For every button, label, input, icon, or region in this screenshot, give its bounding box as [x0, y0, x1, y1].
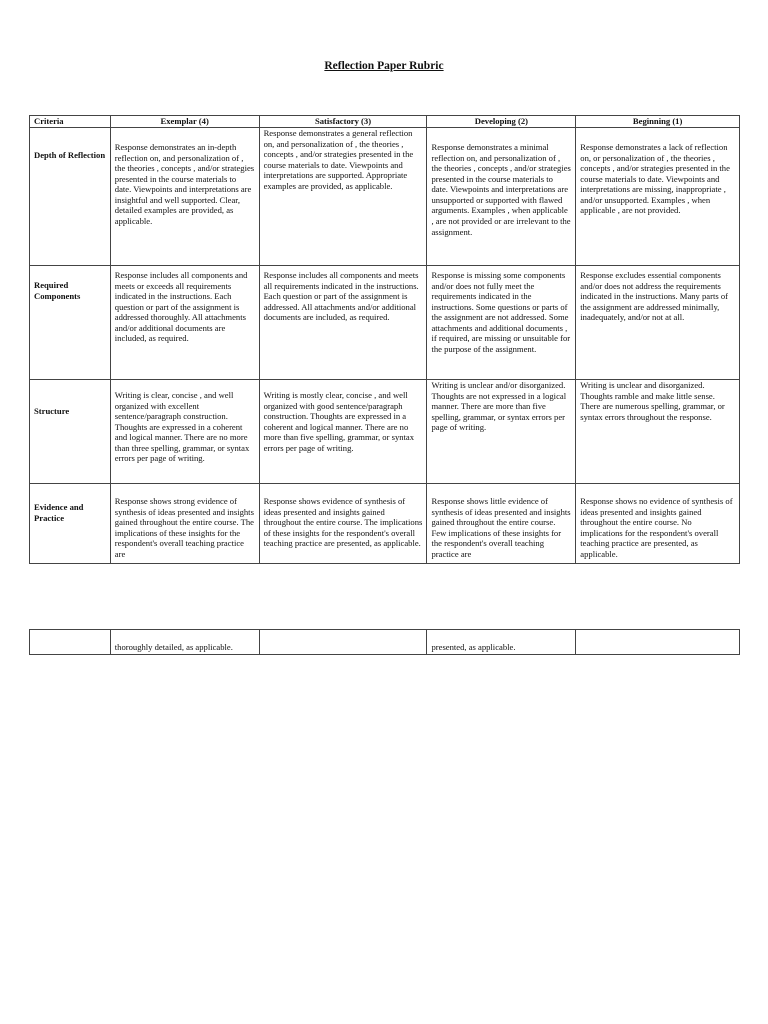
- rubric-cell: presented, as applicable.: [427, 630, 576, 655]
- criteria-cell: Required Components: [30, 266, 111, 380]
- table-row: [30, 380, 740, 484]
- table-row: [30, 266, 740, 380]
- rubric-cell: Response is missing some components and/or does not fully meet the requirements indicated in the instructions. Some questions or parts of the assignment are not addressed. Some attachments and additional documents , if required, are missing or unsuitable for the purpose of the assignment.: [427, 266, 576, 380]
- header-beginning: Beginning (1): [576, 116, 740, 128]
- rubric-cell: Response demonstrates a general reflection on, and personalization of , the theories , concepts , and/or strategies presented in the course materials to date. Viewpoints and interpretations are supported. Appropriate examples are provided, as applicable.: [259, 128, 427, 266]
- header-criteria: Criteria: [30, 116, 111, 128]
- rubric-cell: Writing is unclear and disorganized. Thoughts ramble and make little sense. There are numerous spelling, grammar, or syntax errors throughout the response.: [576, 380, 740, 484]
- table-row: [30, 630, 740, 655]
- rubric-cell: Writing is unclear and/or disorganized. Thoughts are not expressed in a logical manner. There are more than five spelling, grammar, or syntax errors per page of writing.: [427, 380, 576, 484]
- rubric-cell: Response demonstrates an in-depth reflection on, and personalization of , the theories , concepts , and/or strategies presented in the course materials to date. Viewpoints and interpretations are insightful and well supported. Clear, detailed examples are provided, as applicable.: [110, 128, 259, 266]
- header-developing: Developing (2): [427, 116, 576, 128]
- criteria-cell: Structure: [30, 380, 111, 484]
- rubric-cell: Response demonstrates a lack of reflection on, or personalization of , the theories , concepts , and/or strategies presented in the course materials to date. Viewpoints and interpretations are missing, inappropriate , and/or unsupported. Examples , when applicable , are not provided.: [576, 128, 740, 266]
- rubric-cell: Response shows no evidence of synthesis of ideas presented and insights gained throughout the entire course. No implications for the respondent's overall teaching practice are presented, as applicable.: [576, 484, 740, 564]
- rubric-cell: Response shows little evidence of synthesis of ideas presented and insights gained throughout the entire course. Few implications of these insights for the respondent's overall teaching practice are: [427, 484, 576, 564]
- rubric-table: [29, 115, 740, 564]
- header-exemplar: Exemplar (4): [110, 116, 259, 128]
- rubric-cell: [259, 630, 427, 655]
- table-row: [30, 484, 740, 564]
- rubric-cell: thoroughly detailed, as applicable.: [110, 630, 259, 655]
- rubric-cell: Writing is mostly clear, concise , and well organized with good sentence/paragraph construction. Thoughts are expressed in a coherent and logical manner. There are no more than five spelling, grammar, or syntax errors per page of writing.: [259, 380, 427, 484]
- rubric-table-continuation: [29, 629, 740, 655]
- rubric-cell: Response includes all components and meets all requirements indicated in the instructions. Each question or part of the assignment is addressed. All attachments and/or additional documents are included, as required.: [259, 266, 427, 380]
- table-row: [30, 128, 740, 266]
- rubric-cell: [576, 630, 740, 655]
- header-satisfactory: Satisfactory (3): [259, 116, 427, 128]
- rubric-cell: Response includes all components and meets or exceeds all requirements indicated in the instructions. Each question or part of the assignment is addressed thoroughly. All attachments and/or additional documents are included, as required.: [110, 266, 259, 380]
- criteria-cell: Evidence and Practice: [30, 484, 111, 564]
- header-row: [30, 116, 740, 128]
- rubric-cell: [30, 630, 111, 655]
- rubric-cell: Writing is clear, concise , and well organized with excellent sentence/paragraph construction. Thoughts are expressed in a coherent and logical manner. There are no more than three spelling, grammar, or syntax errors per page of writing.: [110, 380, 259, 484]
- rubric-cell: Response shows evidence of synthesis of ideas presented and insights gained throughout the entire course. The implications of these insights for the respondent's overall teaching practice are presented, as applicable.: [259, 484, 427, 564]
- rubric-cell: Response shows strong evidence of synthesis of ideas presented and insights gained throughout the entire course. The implications of these insights for the respondent's overall teaching practice are: [110, 484, 259, 564]
- document-title: Reflection Paper Rubric: [324, 60, 444, 72]
- rubric-cell: Response demonstrates a minimal reflection on, and personalization of , the theories , concepts , and/or strategies presented in the course materials to date. Viewpoints and interpretations are unsupported or supported with flawed arguments. Examples , when applicable , are not provided or are irrelevant to the assignment.: [427, 128, 576, 266]
- rubric-cell: Response excludes essential components and/or does not address the requirements indicated in the instructions. Many parts of the assignment are addressed minimally, inadequately, and/or not at all.: [576, 266, 740, 380]
- criteria-cell: Depth of Reflection: [30, 128, 111, 266]
